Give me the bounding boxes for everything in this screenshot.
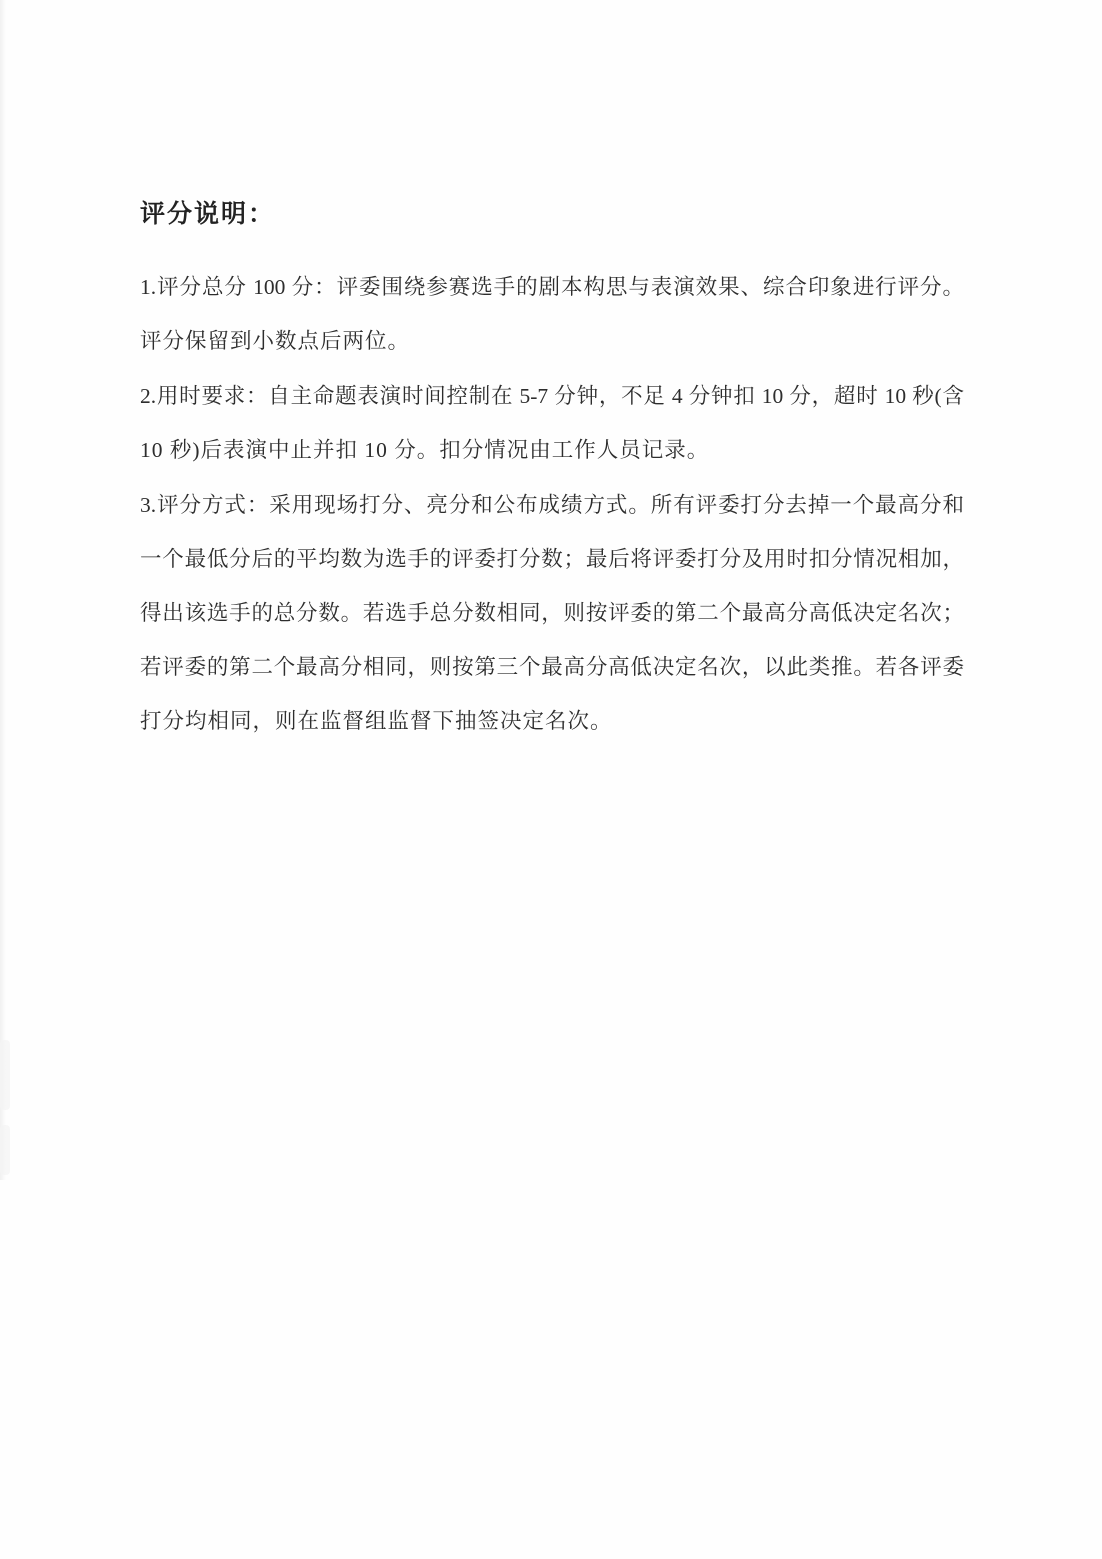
paragraph-line: 评分保留到小数点后两位。: [140, 329, 411, 353]
scan-smudge-artifact: [0, 1040, 10, 1110]
paragraph-line: 2.用时要求：自主命题表演时间控制在 5-7 分钟，不足 4 分钟扣 10 分，超时 10 秒(含: [140, 384, 964, 408]
scan-edge-artifact: [0, 0, 6, 1180]
paragraph-line: 3.评分方式：采用现场打分、亮分和公布成绩方式。所有评委打分去掉一个最高分和: [140, 493, 964, 517]
paragraph-line: 打分均相同，则在监督组监督下抽签决定名次。: [140, 709, 613, 733]
document-content: [140, 198, 964, 749]
page-title: 评分说明：: [140, 201, 276, 228]
paragraph-line: 得出该选手的总分数。若选手总分数相同，则按评委的第二个最高分高低决定名次；: [140, 601, 964, 625]
paragraph-3: [140, 478, 964, 748]
paragraph-line: 若评委的第二个最高分相同，则按第三个最高分高低决定名次，以此类推。若各评委: [140, 655, 964, 679]
paragraph-line: 一个最低分后的平均数为选手的评委打分数；最后将评委打分及用时扣分情况相加，: [140, 547, 964, 571]
paragraph-line: 10 秒)后表演中止并扣 10 分。扣分情况由工作人员记录。: [140, 438, 710, 462]
paragraph-1: [140, 260, 964, 368]
paragraph-line: 1.评分总分 100 分：评委围绕参赛选手的剧本构思与表演效果、综合印象进行评分。: [140, 275, 964, 299]
scan-smudge-artifact: [0, 1125, 10, 1175]
paragraph-2: [140, 369, 964, 477]
